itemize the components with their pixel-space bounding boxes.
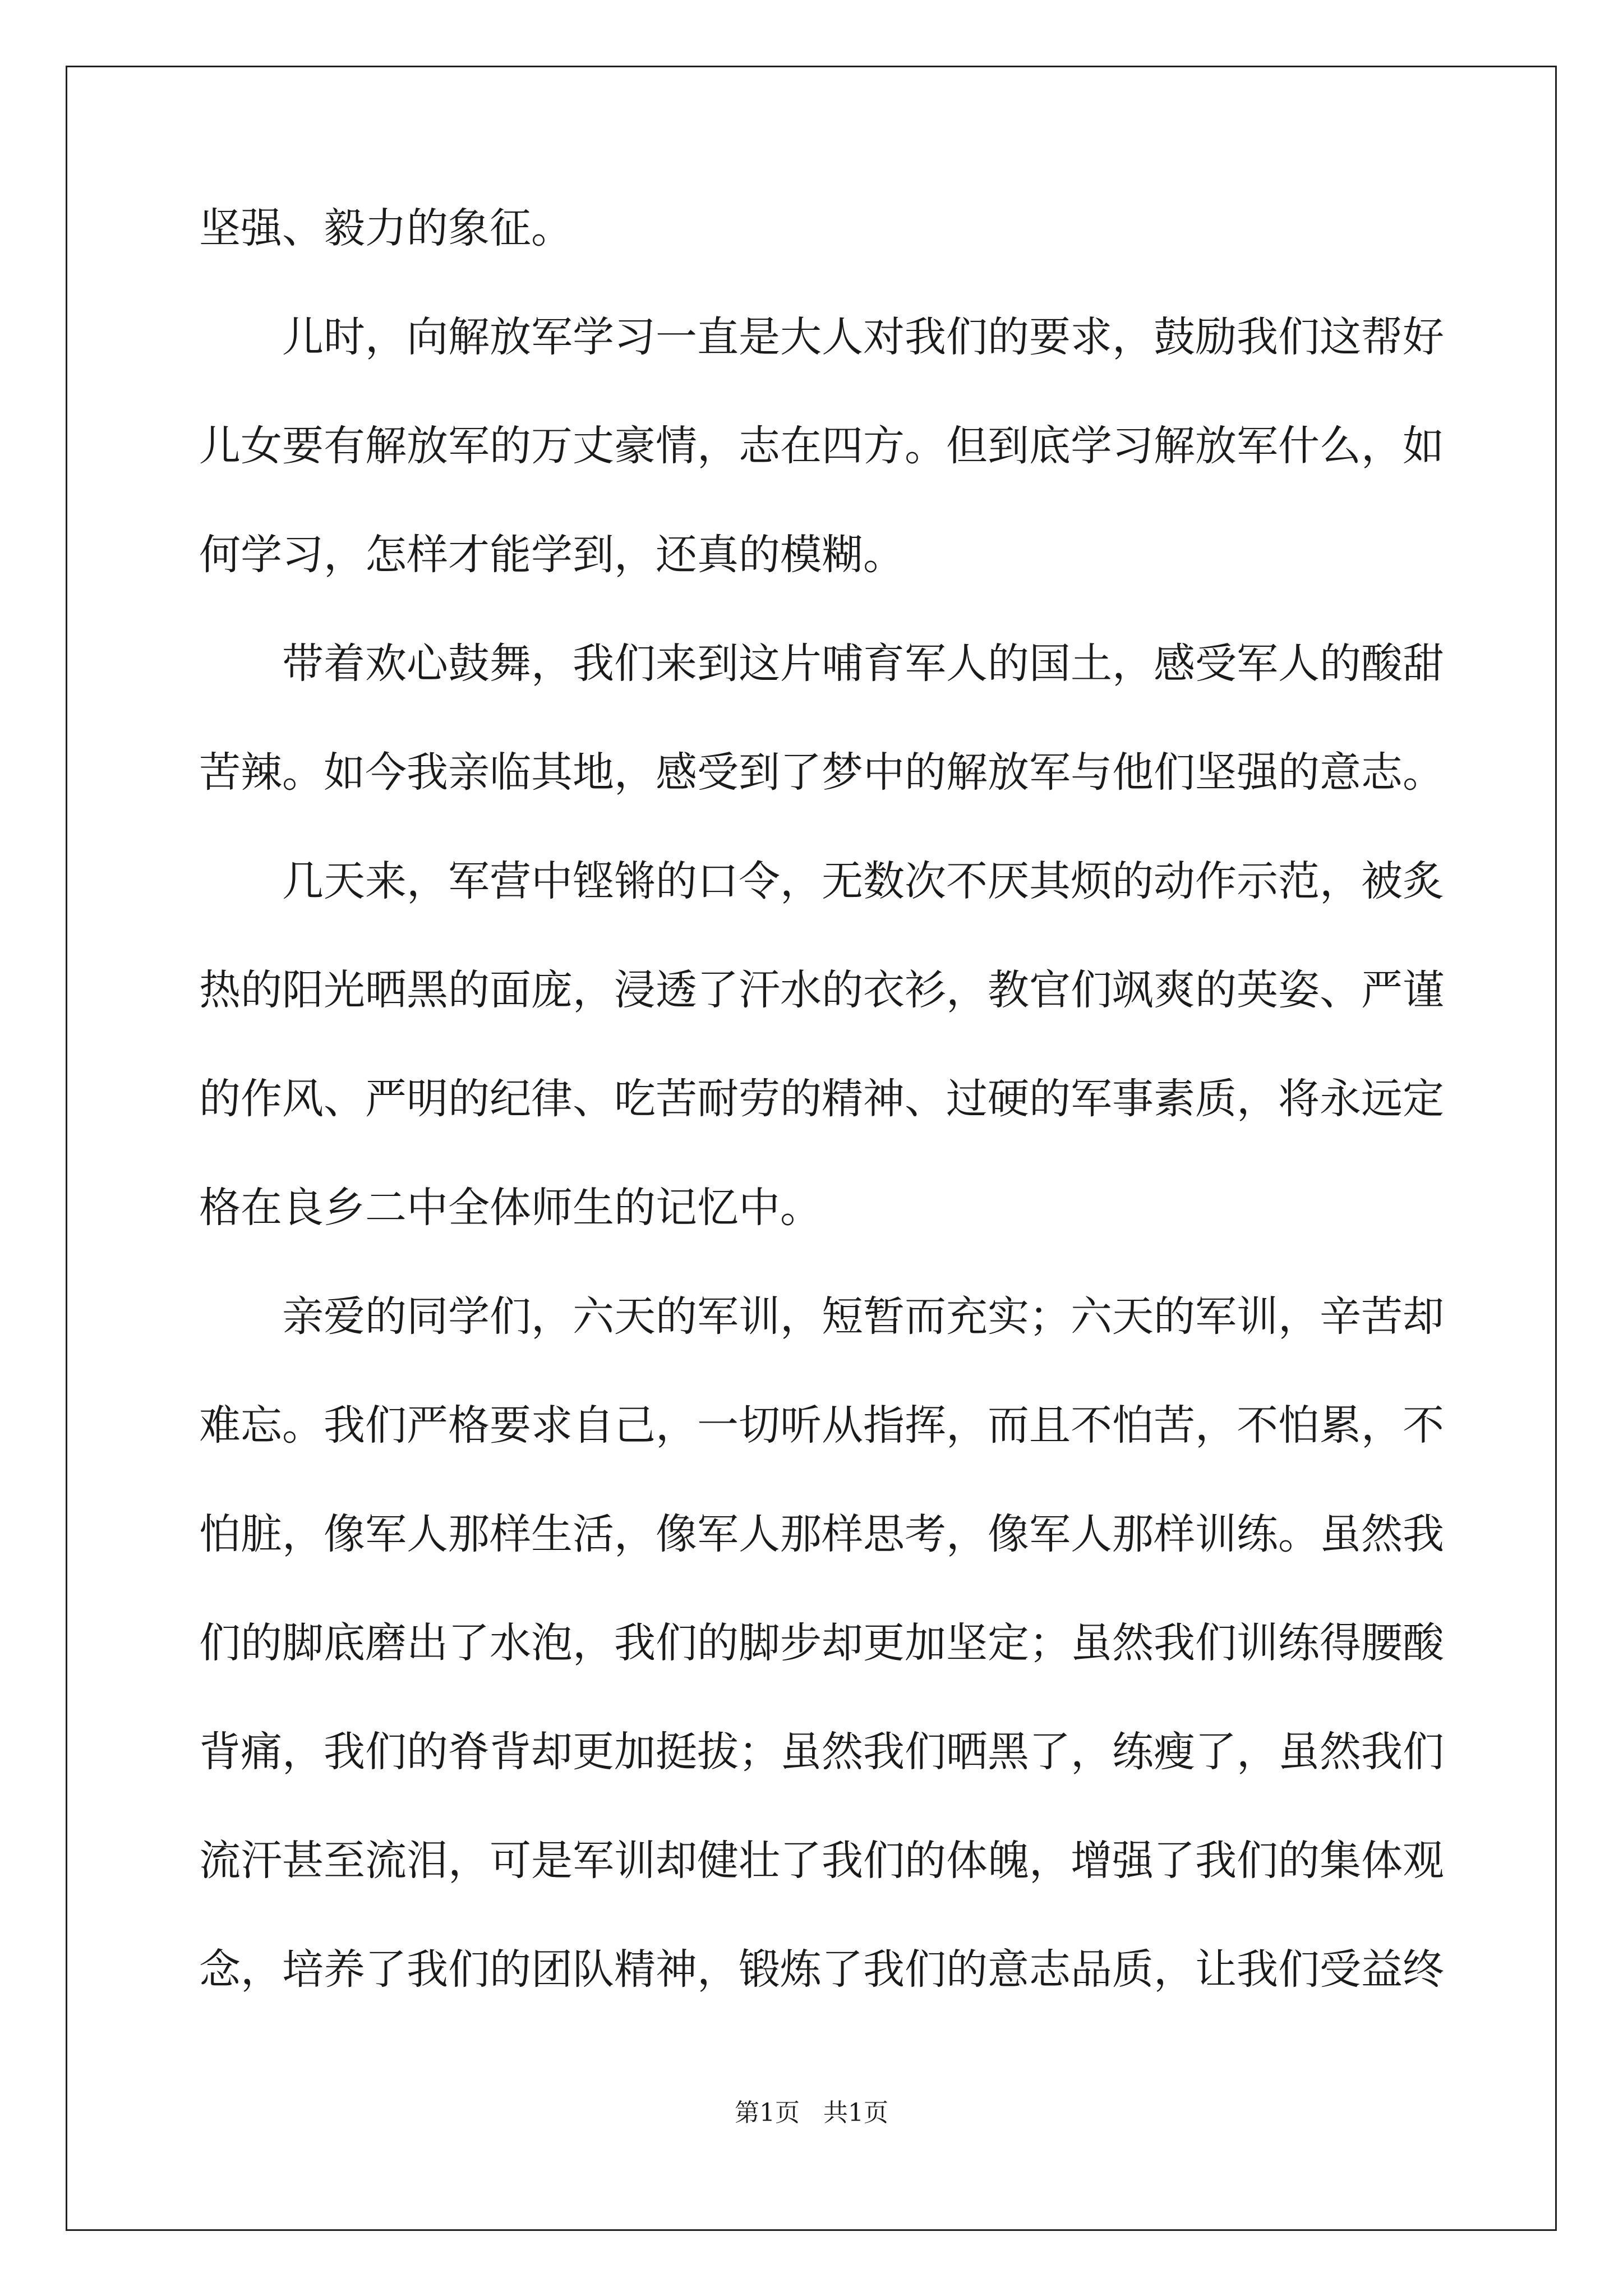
text-line: 的作风、严明的纪律、吃苦耐劳的精神、过硬的军事素质，将永远定 xyxy=(199,1075,1444,1123)
text-line: 亲爱的同学们，六天的军训，短暂而充实；六天的军训，辛苦却 xyxy=(282,1292,1444,1341)
text-line: 背痛，我们的脊背却更加挺拔；虽然我们晒黑了，练瘦了，虽然我们 xyxy=(199,1728,1444,1776)
text-line: 难忘。我们严格要求自己，一切听从指挥，而且不怕苦，不怕累，不 xyxy=(199,1401,1444,1450)
text-line: 带着欢心鼓舞，我们来到这片哺育军人的国土，感受军人的酸甜 xyxy=(282,639,1444,688)
document-body xyxy=(199,204,1444,2058)
text-line: 热的阳光晒黑的面庞，浸透了汗水的衣衫，教官们飒爽的英姿、严谨 xyxy=(199,966,1444,1014)
text-line: 怕脏，像军人那样生活，像军人那样思考，像军人那样训练。虽然我 xyxy=(199,1510,1444,1558)
text-line: 何学习，怎样才能学到，还真的模糊。 xyxy=(199,531,905,579)
text-line: 流汗甚至流泪，可是军训却健壮了我们的体魄，增强了我们的集体观 xyxy=(199,1837,1444,1885)
page-number-footer: 第1页 共1页 xyxy=(735,2099,888,2127)
text-line: 苦辣。如今我亲临其地，感受到了梦中的解放军与他们坚强的意志。 xyxy=(199,748,1444,797)
text-line: 念，培养了我们的团队精神，锻炼了我们的意志品质，让我们受益终 xyxy=(199,1945,1444,1994)
text-line: 们的脚底磨出了水泡，我们的脚步却更加坚定；虽然我们训练得腰酸 xyxy=(199,1619,1444,1667)
text-line: 几天来，军营中铿锵的口令，无数次不厌其烦的动作示范，被炙 xyxy=(282,857,1444,905)
text-line: 儿时，向解放军学习一直是大人对我们的要求，鼓励我们这帮好 xyxy=(282,313,1444,361)
text-line: 格在良乡二中全体师生的记忆中。 xyxy=(199,1184,822,1232)
text-line: 坚强、毅力的象征。 xyxy=(199,204,573,252)
text-line: 儿女要有解放军的万丈豪情，志在四方。但到底学习解放军什么，如 xyxy=(199,422,1444,470)
